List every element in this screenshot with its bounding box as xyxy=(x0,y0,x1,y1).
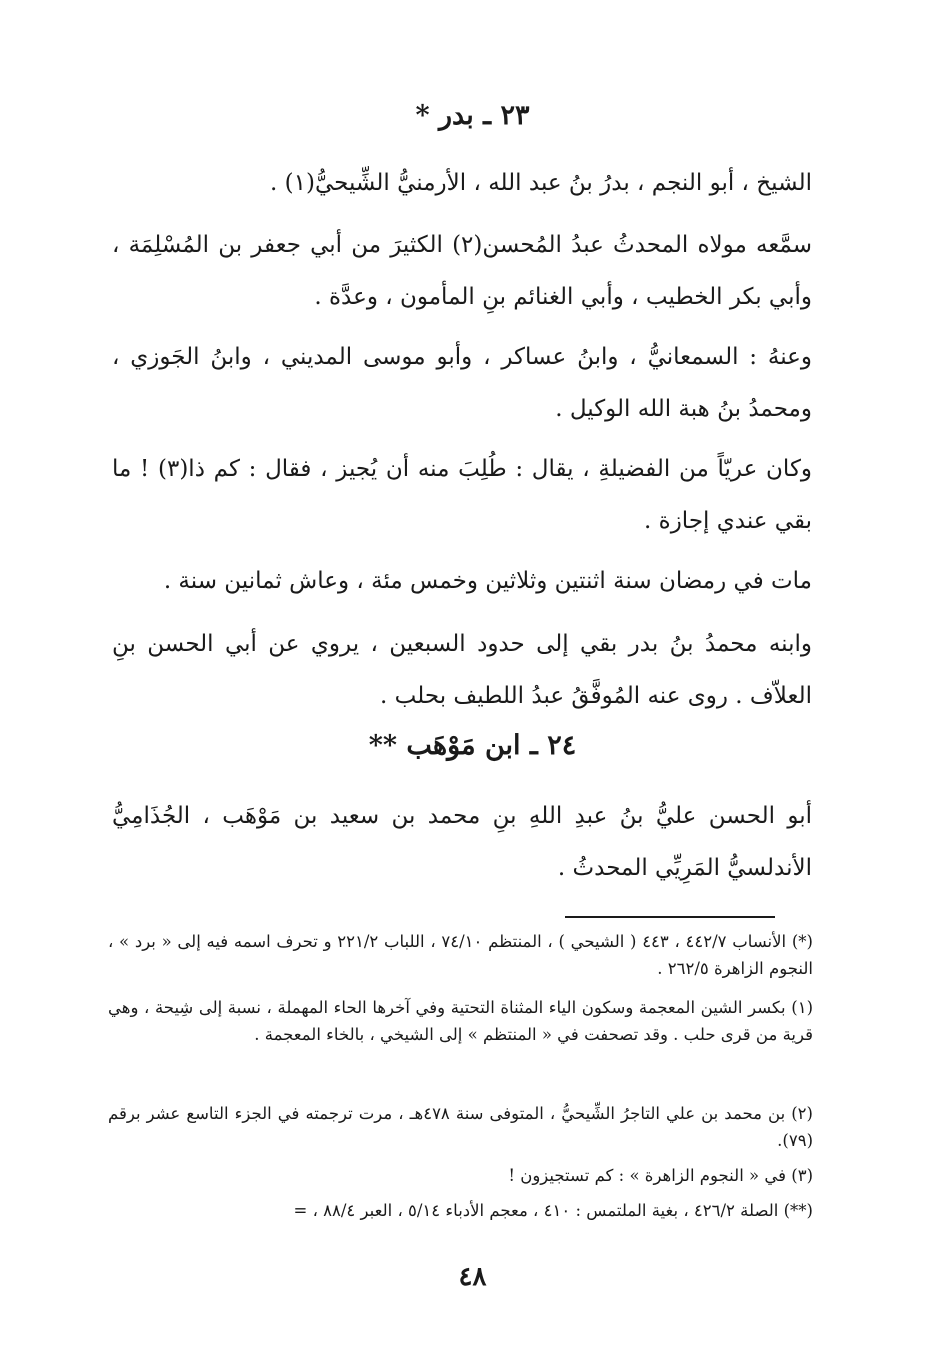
footnote-1: (١) بكسر الشين المعجمة وسكون الياء المثناة التحتية وفي آخرها الحاء المهملة ، نسبة إلى شِيحة ، وهي قرية من قرى حلب . وقد تصحفت في « المنتظم » إلى الشيخي ، بالخاء المعجمة . xyxy=(108,998,813,1044)
footnote-double-star: (**) الصلة ٤٢٦/٢ ، بغية الملتمس : ٤١٠ ، معجم الأدباء ٥/١٤ ، العبر ٨٨/٤ ، = xyxy=(293,1201,813,1220)
paragraph-character: وكان عريّاً من الفضيلةِ ، يقال : طُلِبَ منه أن يُجيز ، فقال : كم ذا(٣) ! ما بقي عندي إجازة . xyxy=(112,456,812,534)
footnote-3: (٣) في « النجوم الزاهرة » : كم تستجيزون ! xyxy=(508,1166,813,1185)
paragraph-son: وابنه محمدُ بنُ بدر بقي إلى حدود السبعين ، يروي عن أبي الحسن بنِ العلاّف . روى عنه المُوفَّقُ عبدُ اللطيف بحلب . xyxy=(112,631,812,709)
page-number: ٤٨ xyxy=(458,1262,487,1292)
footnote-separator xyxy=(565,916,775,918)
footnote-star: (*) الأنساب ٤٤٢/٧ ، ٤٤٣ ( الشيحي ) ، المنتظم ٧٤/١٠ ، اللباب ٢٢١/٢ و تحرف اسمه فيه إلى « برد » ، النجوم الزاهرة ٢٦٢/٥ . xyxy=(108,932,813,978)
paragraph-ibn-mawhab: أبو الحسن عليُّ بنُ عبدِ اللهِ بنِ محمد بن سعيد بن مَوْهَب ، الجُذَامِيُّ الأندلسيُّ المَرِيِّي المحدثُ . xyxy=(112,803,812,881)
entry-heading-23: ٢٣ ـ بدر * xyxy=(415,100,530,131)
paragraph-teachers: سمَّعه مولاه المحدثُ عبدُ المُحسن(٢) الكثيرَ من أبي جعفر بن المُسْلِمَة ، وأبي بكر الخطيب ، وأبي الغنائم بنِ المأمون ، وعدَّة . xyxy=(112,232,812,310)
paragraph-death: مات في رمضان سنة اثنتين وثلاثين وخمس مئة ، وعاش ثمانين سنة . xyxy=(163,568,812,594)
paragraph-students: وعنهُ : السمعانيُّ ، وابنُ عساكر ، وأبو موسى المديني ، وابنُ الجَوزي ، ومحمدُ بنُ هبة الله الوكيل . xyxy=(112,344,812,422)
footnote-2: (٢) بن محمد بن علي التاجرُ الشِّيحيُّ ، المتوفى سنة ٤٧٨هـ ، مرت ترجمته في الجزء التاسع عشر برقم (٧٩). xyxy=(108,1104,813,1150)
entry-heading-24: ٢٤ ـ ابن مَوْهَب ** xyxy=(368,730,577,761)
paragraph-name: الشيخ ، أبو النجم ، بدرُ بنُ عبد الله ، الأرمنيُّ الشِّيحيُّ(١) . xyxy=(270,170,812,196)
